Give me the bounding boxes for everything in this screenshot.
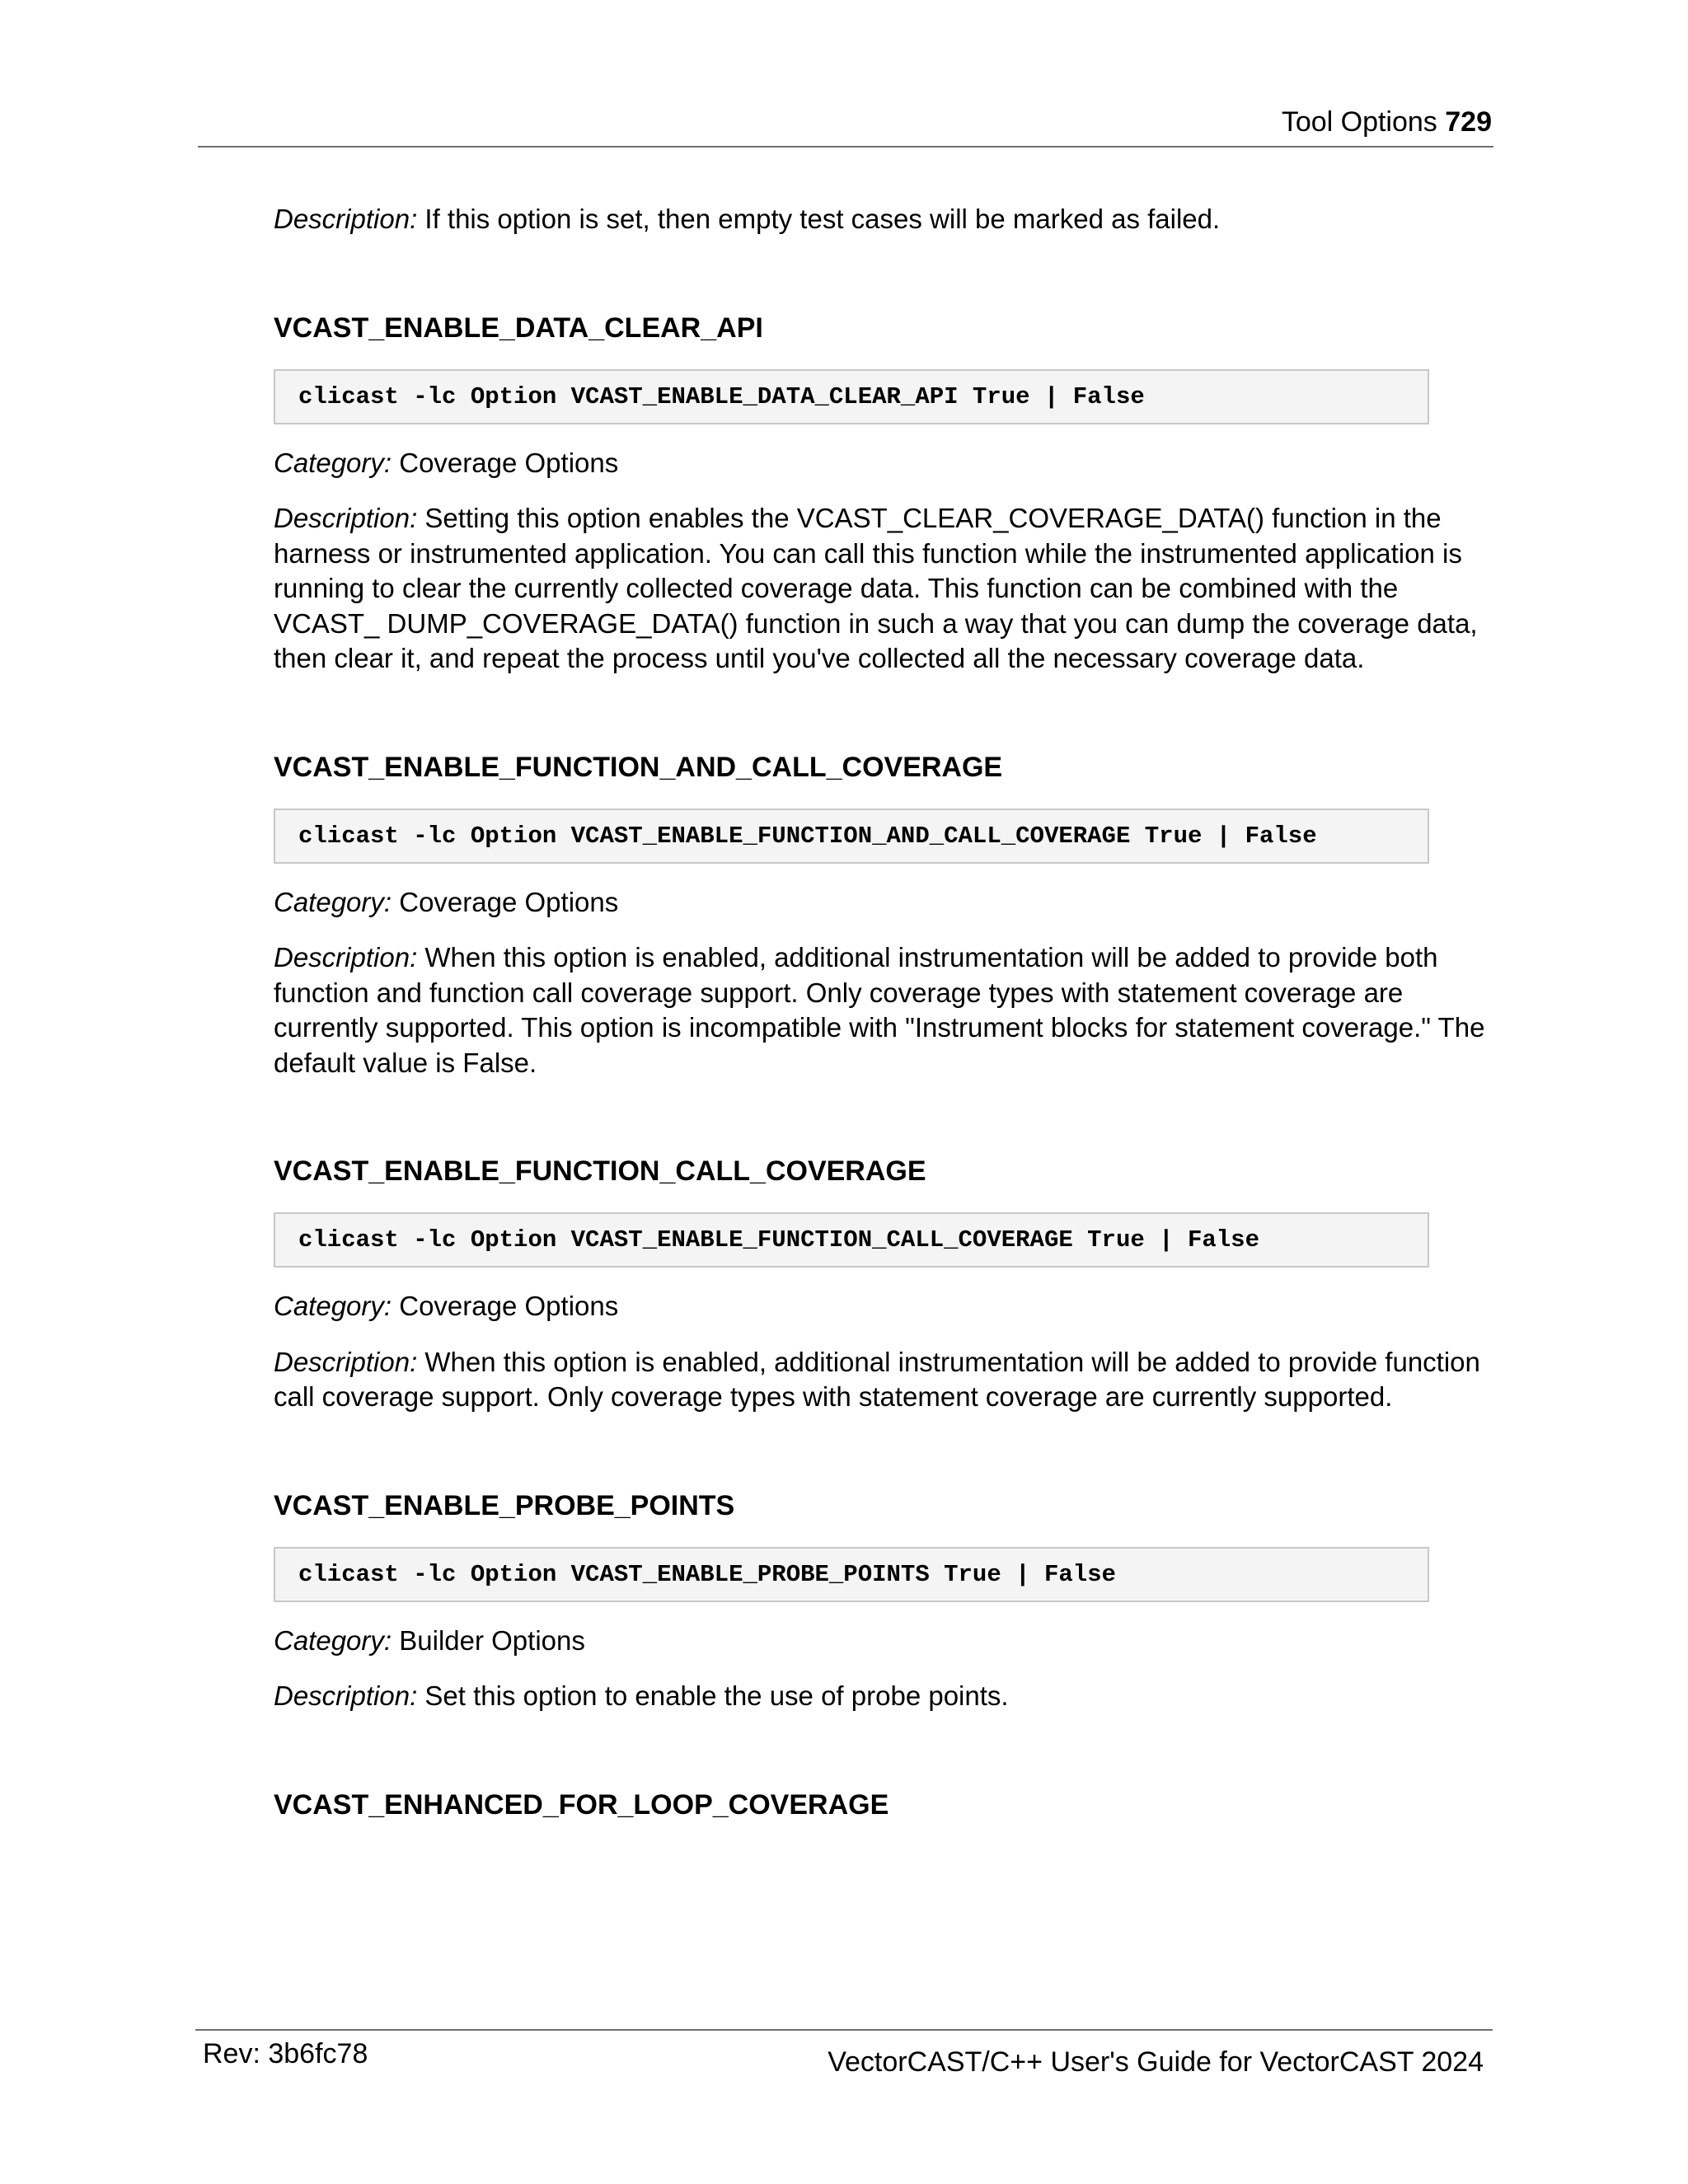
description-text: When this option is enabled, additional instrumentation will be added to provide function call coverage support. Only coverage types with statement coverage are currently supported. <box>274 1346 1480 1412</box>
command-code-block: clicast -lc Option VCAST_ENABLE_PROBE_POINTS True | False <box>274 1547 1429 1602</box>
option-heading: VCAST_ENABLE_PROBE_POINTS <box>274 1489 735 1521</box>
option-category <box>274 885 1493 921</box>
category-label: Category: <box>274 447 392 478</box>
category-label: Category: <box>274 1624 392 1656</box>
description-label: Description: <box>274 1680 418 1711</box>
category-label: Category: <box>274 886 392 917</box>
category-value: Builder Options <box>392 1624 585 1656</box>
description-text: When this option is enabled, additional instrumentation will be added to provide both function and function call coverage support. Only coverage types with statement coverage are currently supported. This option is incompatible with "Instrument blocks for statement coverage." The default value is False. <box>274 942 1485 1078</box>
page-header <box>198 105 1492 138</box>
option-category <box>274 446 1493 481</box>
category-label: Category: <box>274 1291 392 1321</box>
option-section <box>274 1155 1493 1415</box>
command-code-block: clicast -lc Option VCAST_ENABLE_DATA_CLEAR_API True | False <box>274 369 1429 424</box>
option-heading: VCAST_ENABLE_DATA_CLEAR_API <box>274 312 763 344</box>
option-category <box>274 1289 1493 1324</box>
option-heading: VCAST_ENABLE_FUNCTION_CALL_COVERAGE <box>274 1155 926 1187</box>
page-number: 729 <box>1445 106 1492 138</box>
header-divider <box>198 146 1493 148</box>
command-code-block: clicast -lc Option VCAST_ENABLE_FUNCTION_CALL_COVERAGE True | False <box>274 1212 1429 1268</box>
footer-divider <box>195 2029 1493 2031</box>
option-category <box>274 1624 1493 1659</box>
description-label: Description: <box>274 503 418 533</box>
header-section-title: Tool Options <box>1281 106 1437 138</box>
option-description <box>274 940 1493 1080</box>
description-label: Description: <box>274 1346 418 1377</box>
description-text: If this option is set, then empty test cases will be marked as failed. <box>417 204 1221 234</box>
option-description <box>274 1679 1493 1714</box>
option-section <box>274 751 1493 1081</box>
option-section <box>274 1788 1493 1821</box>
category-value: Coverage Options <box>392 886 619 917</box>
option-heading: VCAST_ENABLE_FUNCTION_AND_CALL_COVERAGE <box>274 751 1003 783</box>
description-text: Set this option to enable the use of probe points. <box>417 1680 1009 1711</box>
category-value: Coverage Options <box>392 447 619 478</box>
command-code-block: clicast -lc Option VCAST_ENABLE_FUNCTION_AND_CALL_COVERAGE True | False <box>274 808 1429 864</box>
page-content <box>274 202 1493 1846</box>
description-text: Setting this option enables the VCAST_CLEAR_COVERAGE_DATA() function in the harness or instrumented application. You can call this function while the instrumented application is running to clear the currently collected coverage data. This function can be combined with the VCAST_ DUMP_COVERAGE_DATA() function in such a way that you can dump the coverage data, then clear it, and repeat the process until you've collected all the necessary coverage data. <box>274 503 1478 673</box>
description-label: Description: <box>274 204 418 234</box>
option-section <box>274 312 1493 677</box>
footer-document-title: VectorCAST/C++ User's Guide for VectorCAST 2024 <box>828 2046 1484 2078</box>
option-description <box>274 501 1493 677</box>
option-description <box>274 1345 1493 1415</box>
description-label: Description: <box>274 942 418 972</box>
footer-revision: Rev: 3b6fc78 <box>203 2038 368 2069</box>
intro-description <box>274 202 1493 237</box>
category-value: Coverage Options <box>392 1291 619 1321</box>
option-heading: VCAST_ENHANCED_FOR_LOOP_COVERAGE <box>274 1788 889 1821</box>
option-section <box>274 1489 1493 1714</box>
